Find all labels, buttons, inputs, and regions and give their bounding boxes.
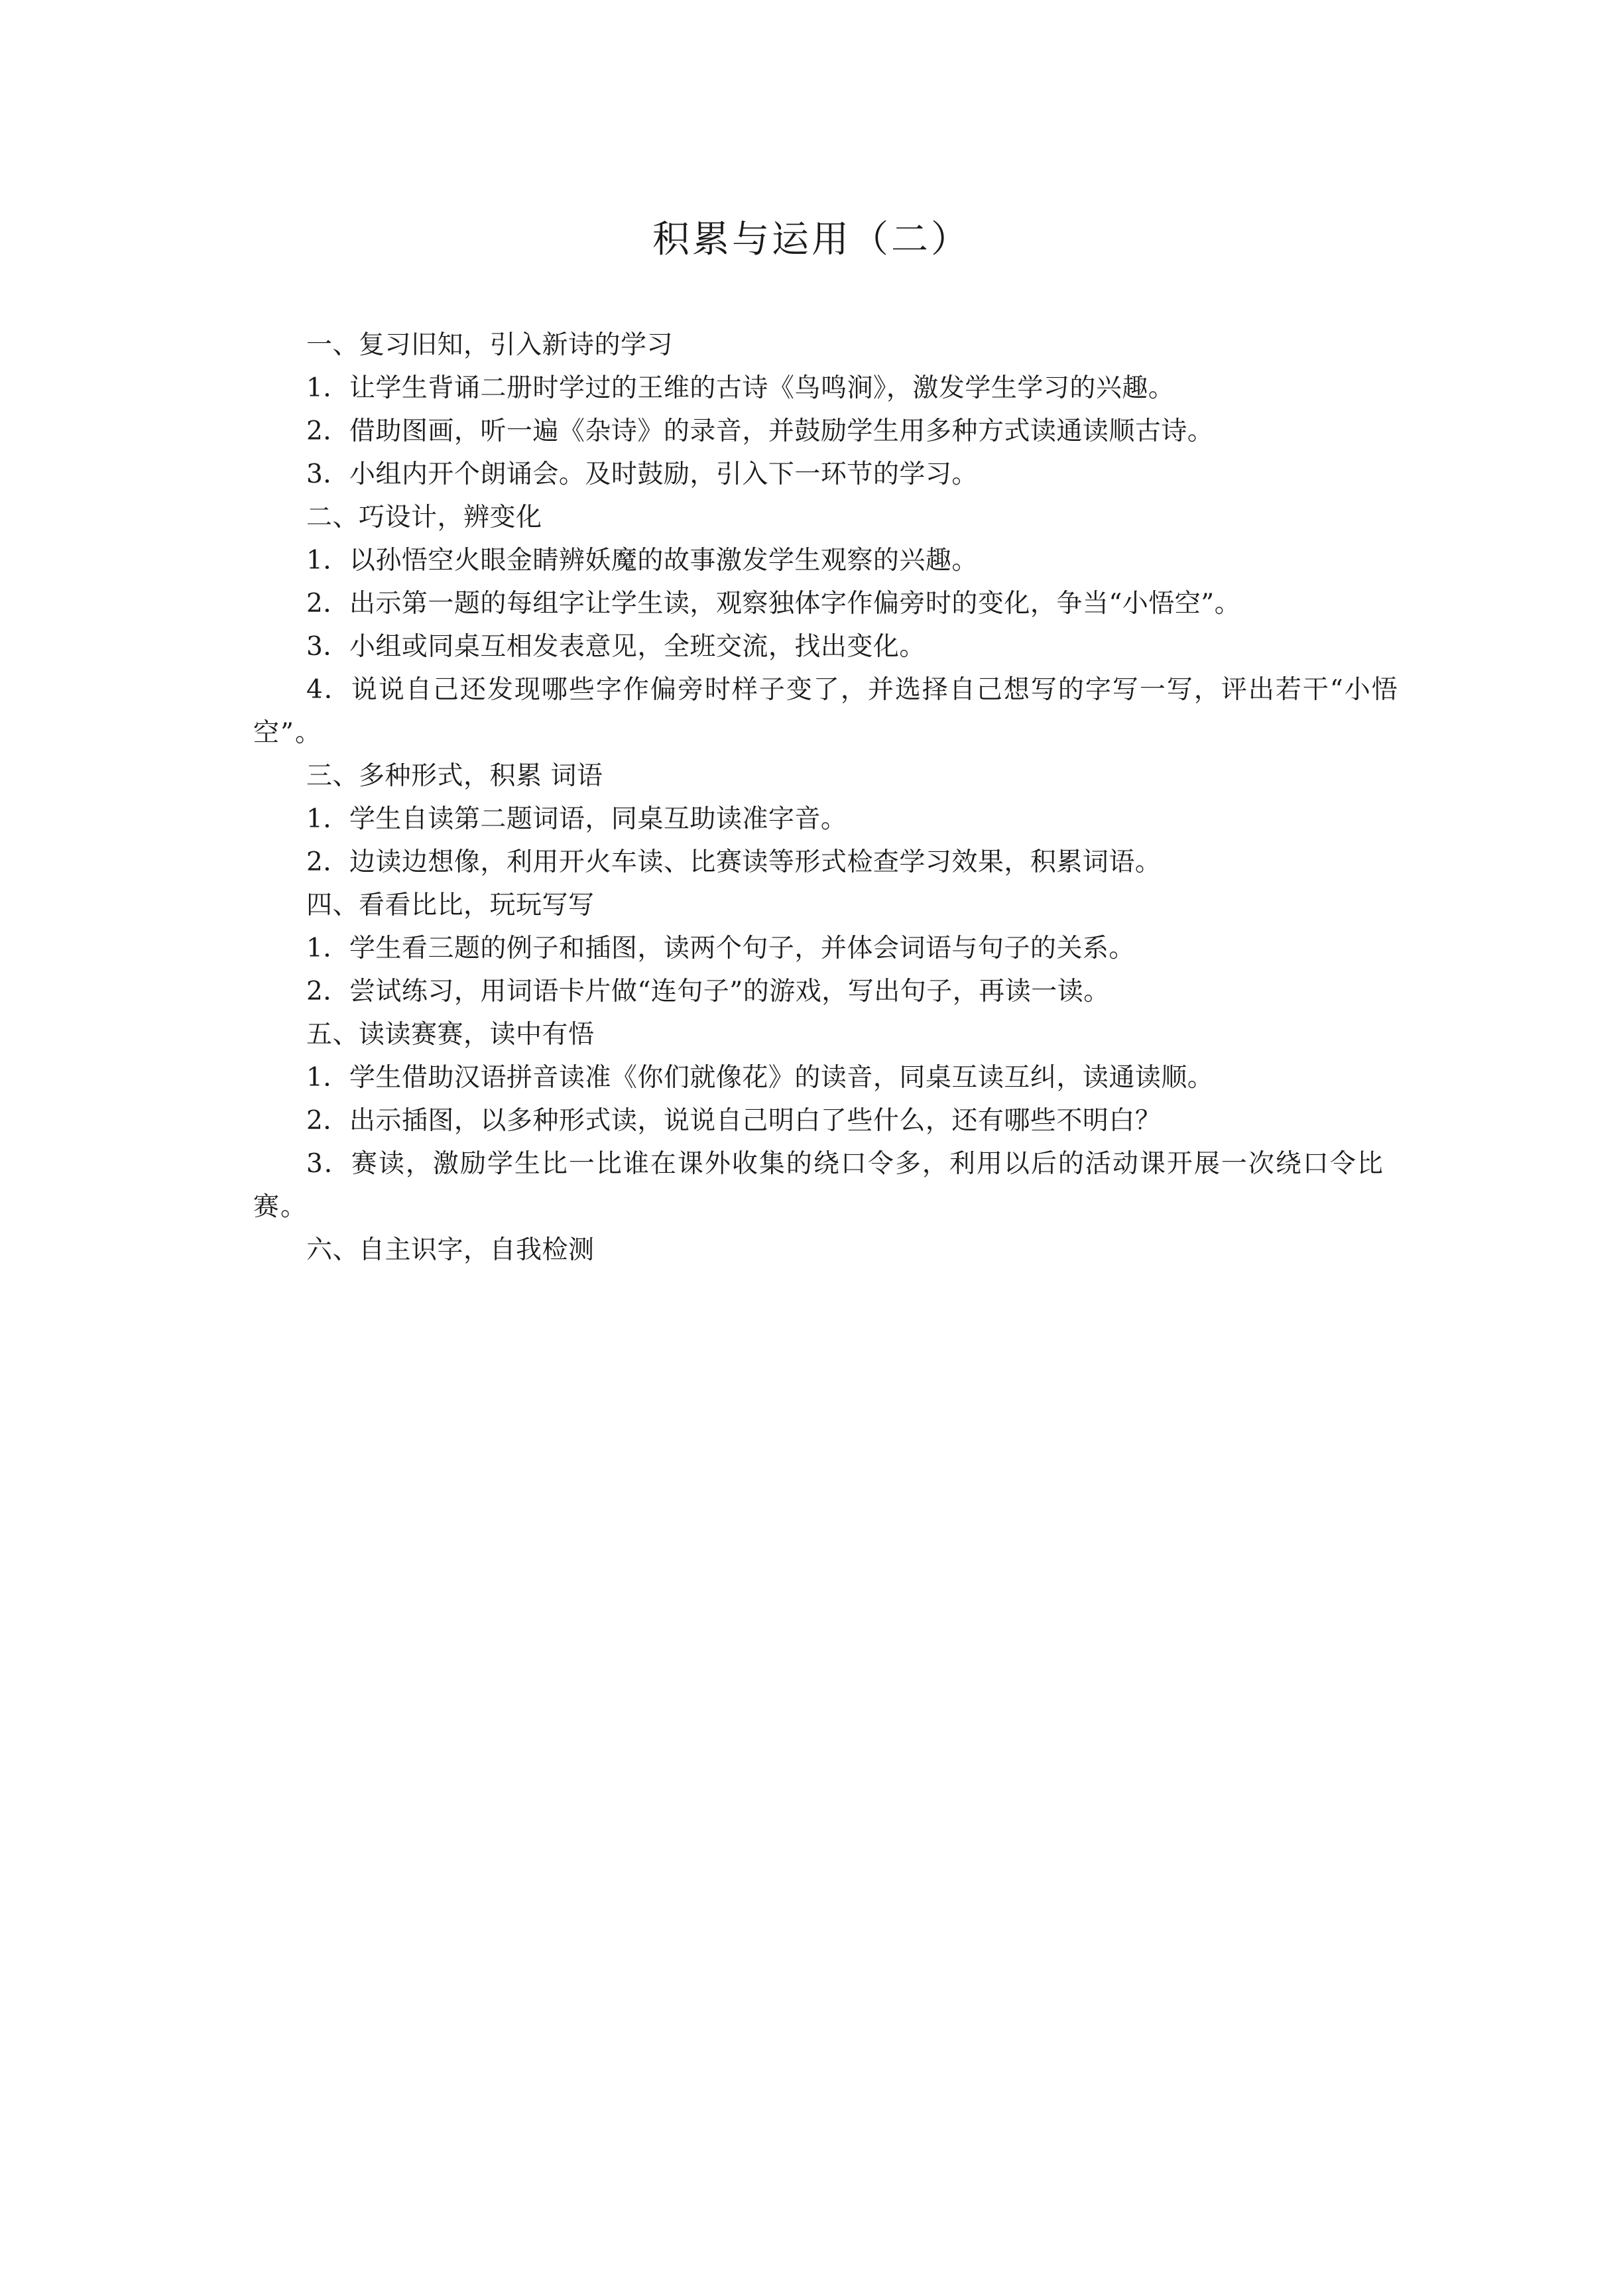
list-item: 1．以孙悟空火眼金睛辨妖魔的故事激发学生观察的兴趣。 xyxy=(306,546,978,575)
list-item: 3．小组内开个朗诵会。及时鼓励，引入下一环节的学习。 xyxy=(306,459,978,489)
list-item: 2．出示插图，以多种形式读，说说自己明白了些什么，还有哪些不明白？ xyxy=(306,1106,1162,1136)
list-item: 2．借助图画，听一遍《杂诗》的录音，并鼓励学生用多种方式读通读顺古诗。 xyxy=(306,416,1214,446)
section-heading: 六、自主识字，自我检测 xyxy=(306,1235,595,1265)
section-heading: 一、复习旧知，引入新诗的学习 xyxy=(306,330,674,360)
section-heading: 二、巧设计，辨变化 xyxy=(306,503,542,532)
list-item: 4．说说自己还发现哪些字作偏旁时样子变了，并选择自己想写的字写一写，评出若干“小悟空”。 xyxy=(253,675,1399,748)
list-item: 2．尝试练习，用词语卡片做“连句子”的游戏，写出句子，再读一读。 xyxy=(306,977,1110,1006)
list-item: 2．边读边想像，利用开火车读、比赛读等形式检查学习效果，积累词语。 xyxy=(306,847,1162,877)
section-heading: 三、多种形式，积累 词语 xyxy=(306,761,603,791)
list-item: 2．出示第一题的每组字让学生读，观察独体字作偏旁时的变化，争当“小悟空”。 xyxy=(306,589,1241,619)
list-item: 1．学生看三题的例子和插图，读两个句子，并体会词语与句子的关系。 xyxy=(306,934,1135,963)
list-item: 1．让学生背诵二册时学过的王维的古诗《鸟鸣涧》，激发学生学习的兴趣。 xyxy=(306,373,1175,403)
section-heading: 五、读读赛赛，读中有悟 xyxy=(306,1020,595,1050)
section-heading: 四、看看比比，玩玩写写 xyxy=(306,890,595,920)
list-item: 3．小组或同桌互相发表意见，全班交流，找出变化。 xyxy=(306,632,926,662)
list-item: 1．学生自读第二题词语，同桌互助读准字音。 xyxy=(306,804,847,834)
document-body xyxy=(253,324,1399,1272)
page-title: 积累与运用（二） xyxy=(652,218,971,261)
list-item: 3．赛读，激励学生比一比谁在课外收集的绕口令多，利用以后的活动课开展一次绕口令比赛。 xyxy=(253,1149,1384,1222)
list-item: 1．学生借助汉语拼音读准《你们就像花》的读音，同桌互读互纠，读通读顺。 xyxy=(306,1063,1214,1093)
